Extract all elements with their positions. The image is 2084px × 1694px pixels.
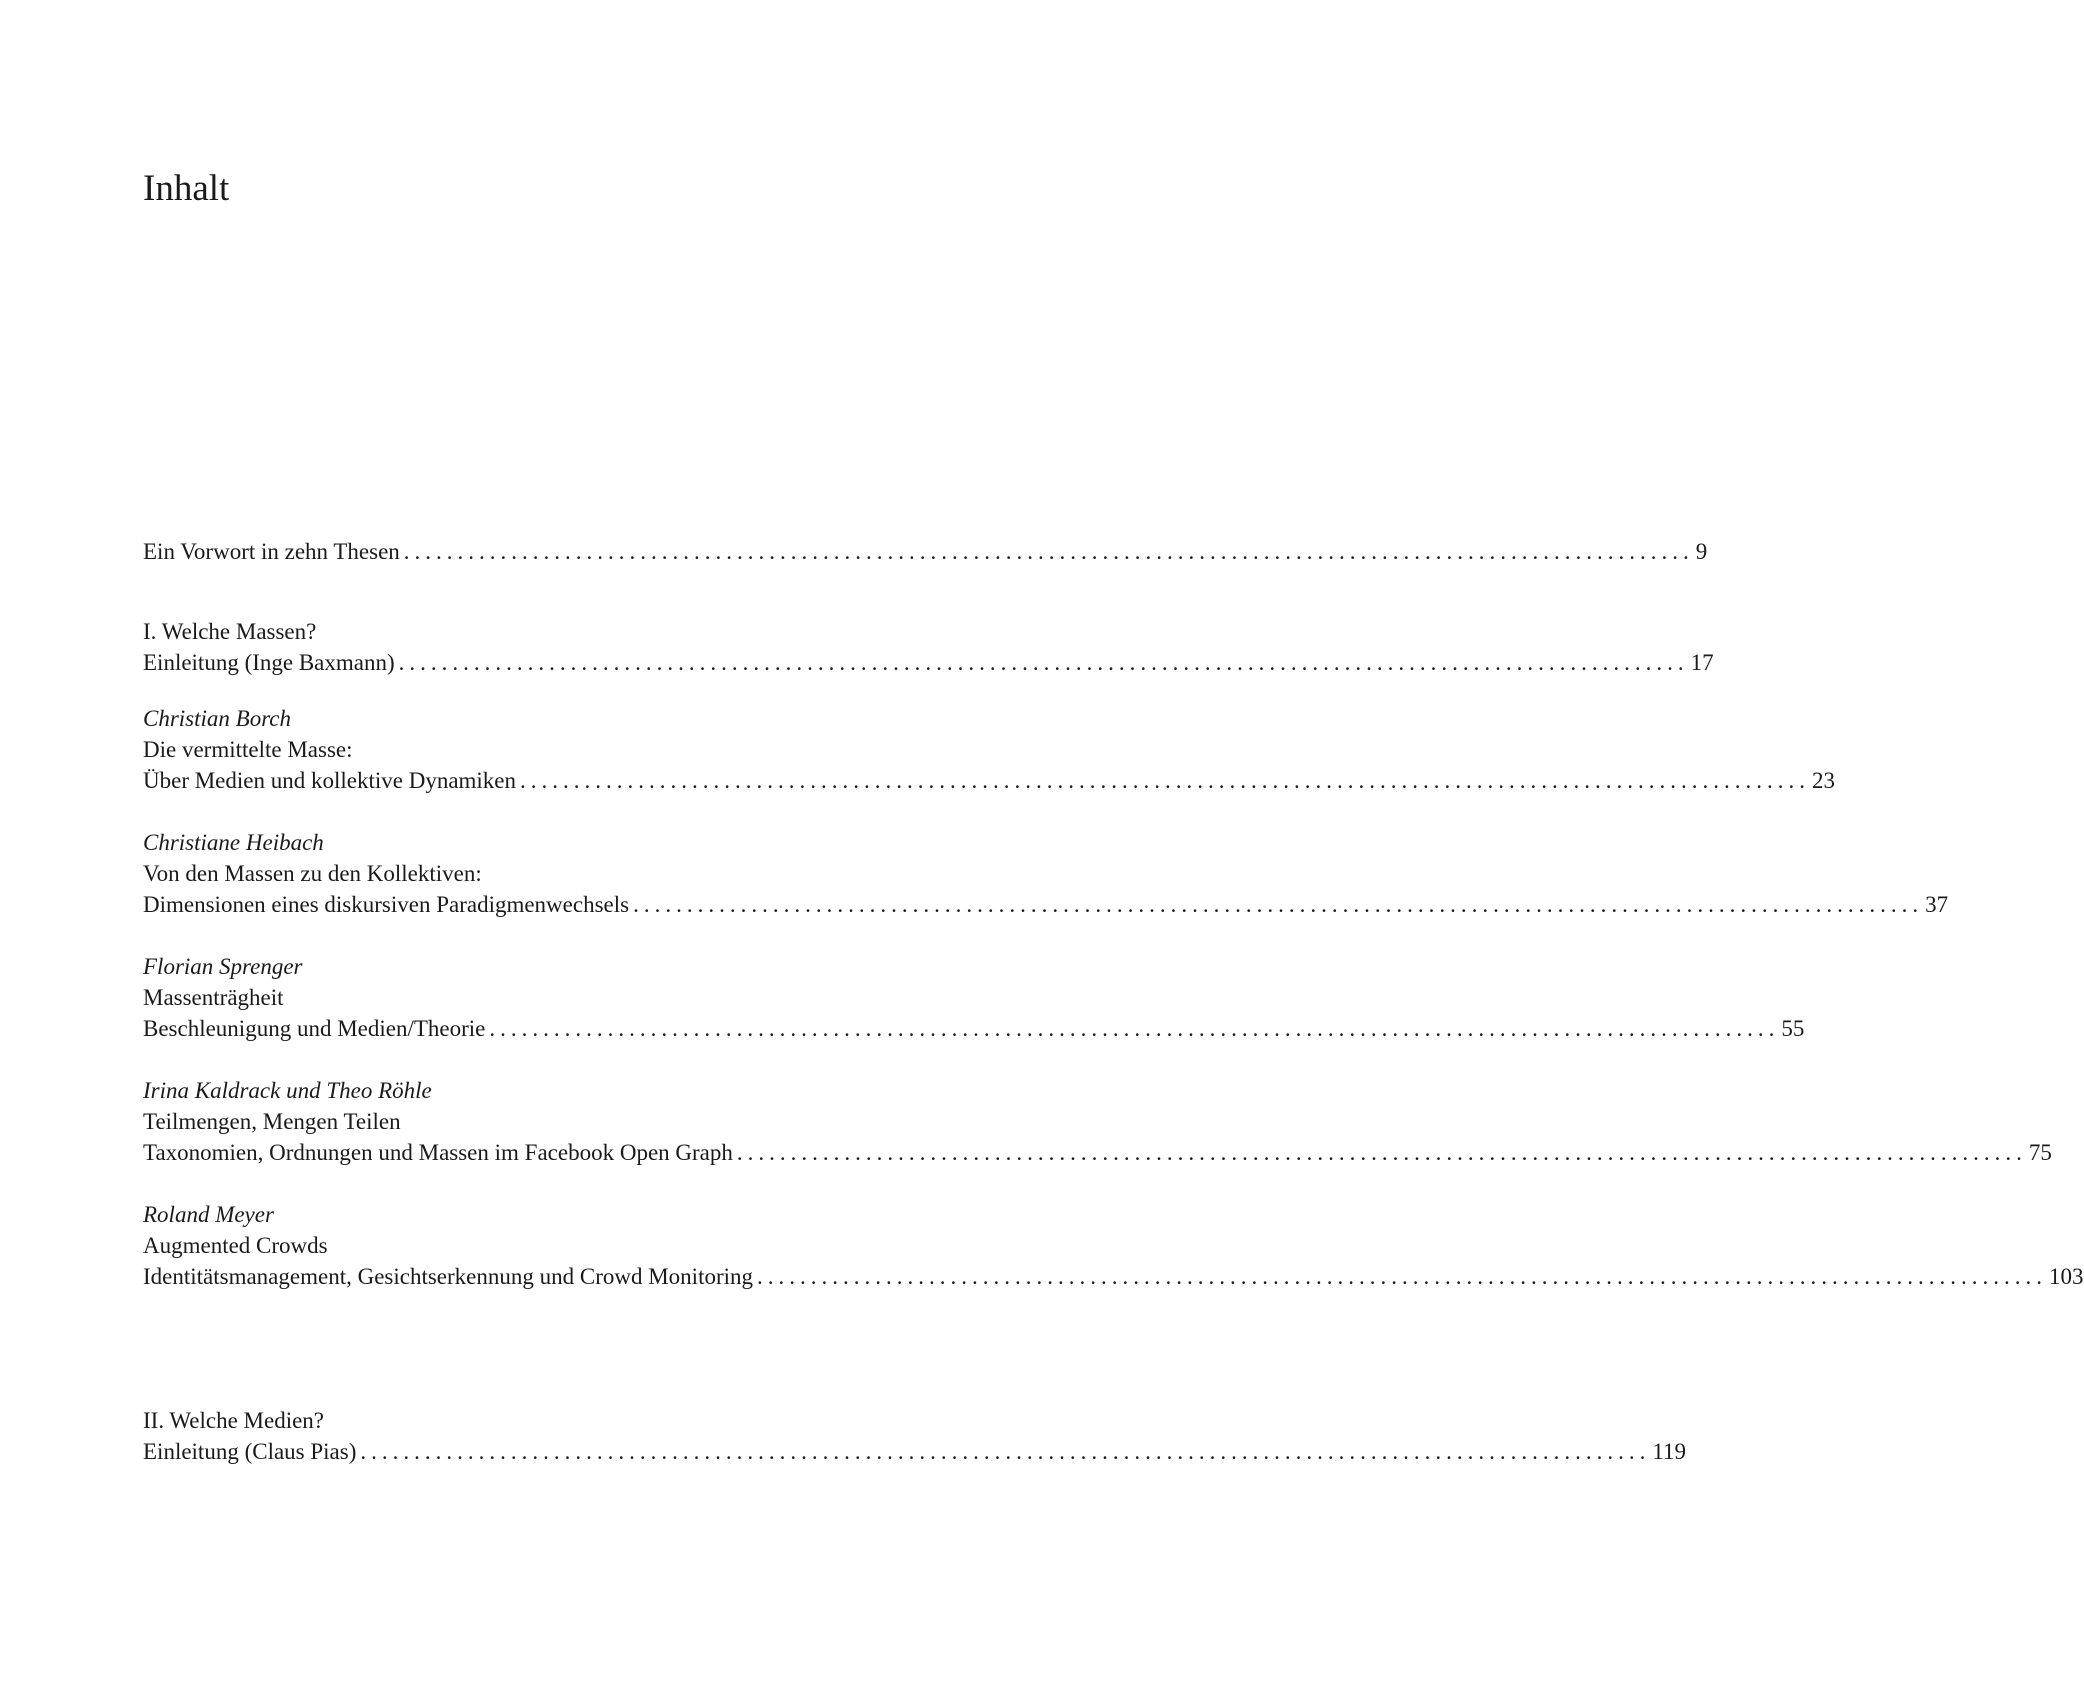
chapter-author: Irina Kaldrack und Theo Röhle: [143, 1078, 432, 1103]
dot-leader: ........................................................................................................................: [489, 1016, 1780, 1041]
chapter-subtitle: Beschleunigung und Medien/Theorie: [143, 1016, 486, 1041]
page-number: 55: [1781, 1016, 1805, 1041]
page-title: Inhalt: [143, 168, 230, 209]
chapter-subtitle: Taxonomien, Ordnungen und Massen im Facebook Open Graph: [143, 1140, 733, 1165]
entry-title: Ein Vorwort in zehn Thesen: [143, 539, 400, 564]
chapter-author: Florian Sprenger: [143, 954, 303, 979]
page-number: 119: [1652, 1439, 1687, 1464]
toc-entry: [143, 536, 1708, 567]
entry-title: Einleitung (Claus Pias): [143, 1439, 357, 1464]
dot-leader: ........................................................................................................................: [757, 1264, 2048, 1289]
toc-entry: [143, 1137, 2052, 1168]
chapter-author: Christiane Heibach: [143, 830, 324, 855]
dot-leader: ........................................................................................................................: [360, 1439, 1651, 1464]
toc-chapter: [143, 827, 1949, 920]
chapter-title: Teilmengen, Mengen Teilen: [143, 1109, 401, 1134]
chapter-subtitle: Dimensionen eines diskursiven Paradigmenwechsels: [143, 892, 630, 917]
chapter-title: Massenträgheit: [143, 985, 284, 1010]
toc-entry: [143, 1261, 2084, 1292]
page-number: 9: [1695, 539, 1708, 564]
page-number: 37: [1925, 892, 1949, 917]
dot-leader: ........................................................................................................................: [403, 539, 1694, 564]
toc-chapter: [143, 703, 1836, 796]
chapter-author: Roland Meyer: [143, 1202, 274, 1227]
toc-entry: [143, 1013, 1805, 1044]
page-number: 103: [2049, 1264, 2084, 1289]
toc-entry: [143, 1436, 1687, 1467]
dot-leader: ........................................................................................................................: [736, 1140, 2027, 1165]
dot-leader: ........................................................................................................................: [398, 650, 1689, 675]
part-heading: I. Welche Massen?: [143, 619, 317, 644]
entry-title: Einleitung (Inge Baxmann): [143, 650, 395, 675]
dot-leader: ........................................................................................................................: [520, 768, 1811, 793]
toc-part-1: [143, 616, 1714, 678]
toc-entry: [143, 765, 1836, 796]
dot-leader: ........................................................................................................................: [633, 892, 1924, 917]
chapter-title: Von den Massen zu den Kollektiven:: [143, 861, 482, 886]
toc-entry: [143, 889, 1949, 920]
chapter-title: Die vermittelte Masse:: [143, 737, 353, 762]
toc-chapter: [143, 951, 1805, 1044]
part-heading: II. Welche Medien?: [143, 1408, 325, 1433]
chapter-subtitle: Über Medien und kollektive Dynamiken: [143, 768, 517, 793]
toc-chapter: [143, 1199, 2084, 1292]
page-number: 17: [1690, 650, 1714, 675]
page-number: 75: [2028, 1140, 2052, 1165]
toc-part-2: [143, 1405, 1687, 1467]
toc-vorwort: [143, 536, 1708, 567]
chapter-subtitle: Identitätsmanagement, Gesichtserkennung und Crowd Monitoring: [143, 1264, 754, 1289]
toc-chapter: [143, 1075, 2052, 1168]
chapter-author: Christian Borch: [143, 706, 292, 731]
chapter-title: Augmented Crowds: [143, 1233, 328, 1258]
page-number: 23: [1812, 768, 1836, 793]
toc-entry: [143, 647, 1714, 678]
